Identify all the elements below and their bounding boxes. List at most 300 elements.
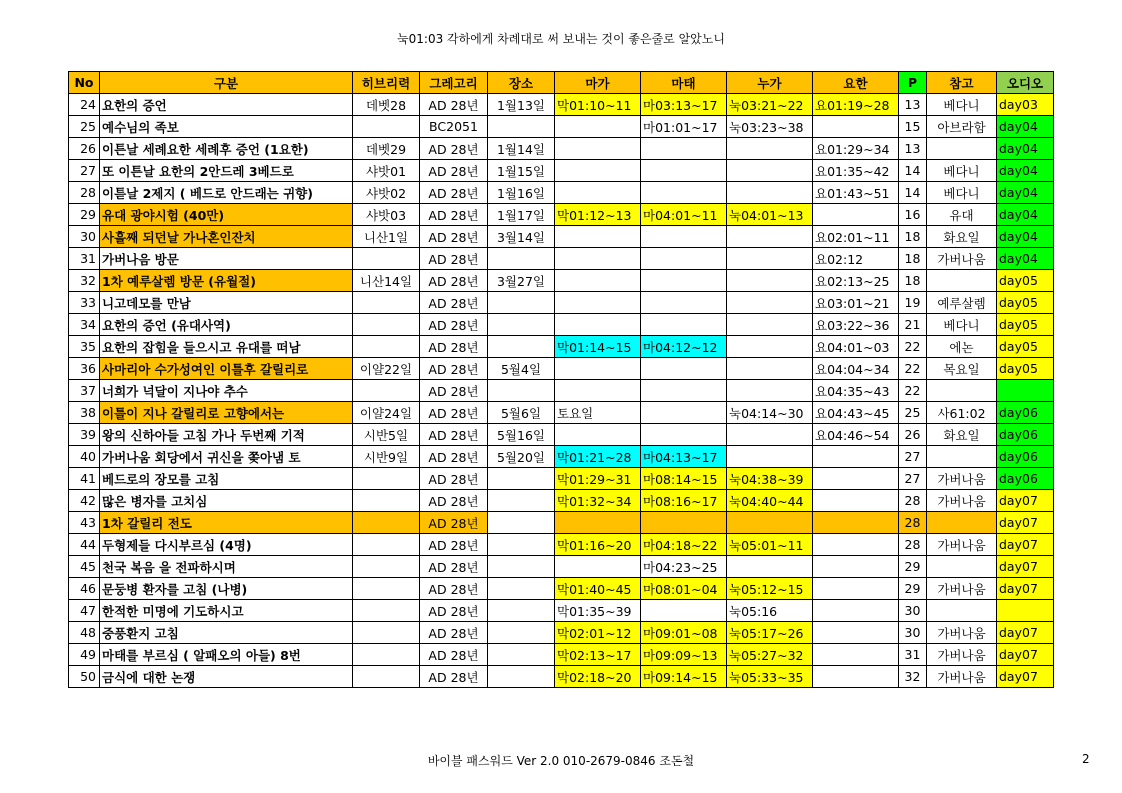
table-row [69, 556, 1054, 578]
cell-page: 28 [899, 490, 927, 512]
cell-no: 46 [69, 578, 100, 600]
cell-audio: day05 [997, 270, 1054, 292]
cell-hebrew [353, 512, 420, 534]
cell-mark: 막02:13~17 [555, 644, 641, 666]
cell-page: 29 [899, 578, 927, 600]
cell-place [488, 314, 555, 336]
cell-no: 26 [69, 138, 100, 160]
cell-gregorian: AD 28년 [420, 600, 488, 622]
cell-matthew: 마04:18~22 [641, 534, 727, 556]
cell-luke [727, 336, 813, 358]
cell-gregorian: AD 28년 [420, 380, 488, 402]
cell-matthew: 마01:01~17 [641, 116, 727, 138]
cell-no: 48 [69, 622, 100, 644]
cell-luke: 눅04:14~30 [727, 402, 813, 424]
cell-no: 41 [69, 468, 100, 490]
cell-luke [727, 160, 813, 182]
cell-mark [555, 314, 641, 336]
cell-matthew: 마03:13~17 [641, 94, 727, 116]
cell-luke: 눅03:21~22 [727, 94, 813, 116]
cell-place [488, 336, 555, 358]
cell-reference: 아브라함 [927, 116, 997, 138]
col-header-no: No [69, 72, 100, 94]
cell-gregorian: AD 28년 [420, 556, 488, 578]
cell-mark [555, 116, 641, 138]
table-row [69, 490, 1054, 512]
table-row [69, 622, 1054, 644]
cell-no: 31 [69, 248, 100, 270]
cell-page: 26 [899, 424, 927, 446]
cell-audio: day04 [997, 248, 1054, 270]
cell-audio: day07 [997, 644, 1054, 666]
col-header-matthew: 마태 [641, 72, 727, 94]
col-header-luke: 누가 [727, 72, 813, 94]
cell-no: 35 [69, 336, 100, 358]
cell-luke: 눅05:16 [727, 600, 813, 622]
cell-place [488, 666, 555, 688]
cell-matthew: 마08:14~15 [641, 468, 727, 490]
cell-no: 43 [69, 512, 100, 534]
cell-title: 요한의 증언 [100, 94, 353, 116]
cell-mark [555, 424, 641, 446]
cell-mark [555, 182, 641, 204]
cell-gregorian: AD 28년 [420, 534, 488, 556]
cell-reference: 목요일 [927, 358, 997, 380]
cell-audio: day07 [997, 490, 1054, 512]
table-row [69, 666, 1054, 688]
cell-john: 요02:13~25 [813, 270, 899, 292]
cell-hebrew: 데벳29 [353, 138, 420, 160]
table-row [69, 578, 1054, 600]
cell-hebrew: 샤밧03 [353, 204, 420, 226]
cell-place: 1월16일 [488, 182, 555, 204]
cell-matthew: 마08:16~17 [641, 490, 727, 512]
cell-place [488, 578, 555, 600]
cell-title: 베드로의 장모를 고침 [100, 468, 353, 490]
cell-reference: 베다니 [927, 94, 997, 116]
table-row [69, 226, 1054, 248]
cell-page: 19 [899, 292, 927, 314]
cell-mark [555, 292, 641, 314]
cell-luke: 눅03:23~38 [727, 116, 813, 138]
cell-reference [927, 600, 997, 622]
cell-hebrew: 니산14일 [353, 270, 420, 292]
table-row [69, 600, 1054, 622]
cell-page: 15 [899, 116, 927, 138]
cell-title: 이튿날 2제지 ( 베드로 안드래는 귀향) [100, 182, 353, 204]
cell-reference: 사61:02 [927, 402, 997, 424]
cell-title: 1차 갈릴리 전도 [100, 512, 353, 534]
cell-matthew [641, 600, 727, 622]
cell-page: 13 [899, 138, 927, 160]
cell-hebrew [353, 314, 420, 336]
cell-matthew [641, 292, 727, 314]
cell-page: 28 [899, 534, 927, 556]
cell-luke [727, 292, 813, 314]
cell-page: 22 [899, 358, 927, 380]
cell-audio: day05 [997, 292, 1054, 314]
cell-gregorian: AD 28년 [420, 138, 488, 160]
cell-gregorian: AD 28년 [420, 314, 488, 336]
cell-luke: 눅05:12~15 [727, 578, 813, 600]
cell-place [488, 292, 555, 314]
table-row [69, 204, 1054, 226]
cell-hebrew: 시반5일 [353, 424, 420, 446]
cell-gregorian: AD 28년 [420, 226, 488, 248]
cell-place: 5월20일 [488, 446, 555, 468]
cell-no: 36 [69, 358, 100, 380]
cell-audio: day07 [997, 556, 1054, 578]
cell-audio: day04 [997, 160, 1054, 182]
cell-place [488, 512, 555, 534]
table-row [69, 358, 1054, 380]
cell-reference: 베다니 [927, 160, 997, 182]
cell-john [813, 578, 899, 600]
cell-page: 27 [899, 468, 927, 490]
cell-luke [727, 380, 813, 402]
cell-reference: 화요일 [927, 226, 997, 248]
cell-mark: 막01:40~45 [555, 578, 641, 600]
cell-mark: 막01:29~31 [555, 468, 641, 490]
cell-luke: 눅05:17~26 [727, 622, 813, 644]
cell-mark: 막02:01~12 [555, 622, 641, 644]
cell-no: 24 [69, 94, 100, 116]
cell-gregorian: AD 28년 [420, 622, 488, 644]
col-header-page: P [899, 72, 927, 94]
cell-gregorian: AD 28년 [420, 446, 488, 468]
cell-place [488, 534, 555, 556]
cell-gregorian: AD 28년 [420, 204, 488, 226]
col-header-gregorian: 그레고리 [420, 72, 488, 94]
cell-place [488, 468, 555, 490]
cell-no: 37 [69, 380, 100, 402]
cell-place [488, 248, 555, 270]
cell-reference: 가버나움 [927, 644, 997, 666]
cell-place: 3월27일 [488, 270, 555, 292]
cell-john [813, 468, 899, 490]
cell-place [488, 556, 555, 578]
cell-audio [997, 600, 1054, 622]
cell-audio: day04 [997, 138, 1054, 160]
cell-luke [727, 358, 813, 380]
cell-place: 1월17일 [488, 204, 555, 226]
cell-mark: 토요일 [555, 402, 641, 424]
cell-no: 27 [69, 160, 100, 182]
cell-hebrew [353, 116, 420, 138]
cell-reference: 가버나움 [927, 578, 997, 600]
table-row [69, 512, 1054, 534]
cell-hebrew [353, 600, 420, 622]
cell-no: 28 [69, 182, 100, 204]
cell-gregorian: AD 28년 [420, 248, 488, 270]
cell-reference: 화요일 [927, 424, 997, 446]
cell-no: 44 [69, 534, 100, 556]
page-footer: 바이블 패스워드 Ver 2.0 010-2679-0846 조돈철 [427, 754, 695, 768]
cell-luke [727, 512, 813, 534]
cell-page: 21 [899, 314, 927, 336]
cell-hebrew: 이얄22일 [353, 358, 420, 380]
cell-reference: 가버나움 [927, 666, 997, 688]
cell-no: 34 [69, 314, 100, 336]
cell-place [488, 644, 555, 666]
cell-john: 요01:43~51 [813, 182, 899, 204]
cell-luke: 눅05:33~35 [727, 666, 813, 688]
cell-hebrew [353, 490, 420, 512]
cell-no: 30 [69, 226, 100, 248]
cell-mark: 막01:16~20 [555, 534, 641, 556]
cell-reference: 가버나움 [927, 534, 997, 556]
cell-luke [727, 424, 813, 446]
cell-hebrew [353, 578, 420, 600]
cell-page: 25 [899, 402, 927, 424]
col-header-john: 요한 [813, 72, 899, 94]
cell-no: 33 [69, 292, 100, 314]
cell-mark [555, 226, 641, 248]
cell-reference: 에논 [927, 336, 997, 358]
cell-hebrew [353, 248, 420, 270]
cell-gregorian: AD 28년 [420, 468, 488, 490]
page-header: 눅01:03 각하에게 차례대로 써 보내는 것이 좋은줄로 알았노니 [397, 32, 725, 46]
cell-mark: 막02:18~20 [555, 666, 641, 688]
cell-title: 너희가 넉달이 지나야 추수 [100, 380, 353, 402]
cell-john [813, 204, 899, 226]
cell-hebrew [353, 534, 420, 556]
cell-audio: day06 [997, 468, 1054, 490]
cell-reference [927, 380, 997, 402]
cell-page: 14 [899, 160, 927, 182]
cell-gregorian: BC2051 [420, 116, 488, 138]
cell-audio: day06 [997, 424, 1054, 446]
cell-page: 28 [899, 512, 927, 534]
cell-no: 47 [69, 600, 100, 622]
cell-place: 1월15일 [488, 160, 555, 182]
cell-gregorian: AD 28년 [420, 292, 488, 314]
cell-mark [555, 358, 641, 380]
cell-mark [555, 248, 641, 270]
cell-audio: day07 [997, 534, 1054, 556]
cell-audio: day07 [997, 666, 1054, 688]
cell-reference: 가버나움 [927, 468, 997, 490]
cell-audio: day04 [997, 116, 1054, 138]
col-header-audio: 오디오 [997, 72, 1054, 94]
cell-hebrew [353, 292, 420, 314]
cell-john: 요02:01~11 [813, 226, 899, 248]
cell-matthew: 마04:01~11 [641, 204, 727, 226]
col-header-mark: 마가 [555, 72, 641, 94]
cell-place [488, 116, 555, 138]
table-row [69, 468, 1054, 490]
cell-no: 45 [69, 556, 100, 578]
cell-audio: day04 [997, 226, 1054, 248]
table-row [69, 424, 1054, 446]
cell-mark: 막01:32~34 [555, 490, 641, 512]
cell-luke [727, 270, 813, 292]
cell-place: 1월14일 [488, 138, 555, 160]
cell-matthew [641, 182, 727, 204]
cell-matthew [641, 226, 727, 248]
cell-reference: 베다니 [927, 314, 997, 336]
cell-john: 요02:12 [813, 248, 899, 270]
cell-luke [727, 314, 813, 336]
cell-gregorian: AD 28년 [420, 160, 488, 182]
cell-matthew [641, 248, 727, 270]
cell-reference: 가버나움 [927, 622, 997, 644]
cell-title: 유대 광야시험 (40만) [100, 204, 353, 226]
cell-john: 요04:35~43 [813, 380, 899, 402]
cell-reference: 유대 [927, 204, 997, 226]
cell-title: 한적한 미명에 기도하시고 [100, 600, 353, 622]
cell-page: 16 [899, 204, 927, 226]
cell-audio: day07 [997, 622, 1054, 644]
cell-title: 예수님의 족보 [100, 116, 353, 138]
cell-place: 3월14일 [488, 226, 555, 248]
table-row [69, 292, 1054, 314]
cell-gregorian: AD 28년 [420, 578, 488, 600]
cell-matthew: 마04:23~25 [641, 556, 727, 578]
cell-hebrew: 데벳28 [353, 94, 420, 116]
table-row [69, 336, 1054, 358]
cell-matthew: 마04:13~17 [641, 446, 727, 468]
cell-mark [555, 512, 641, 534]
cell-matthew: 마04:12~12 [641, 336, 727, 358]
cell-audio: day05 [997, 336, 1054, 358]
cell-title: 사마리아 수가성여인 이틀후 갈릴리로 [100, 358, 353, 380]
cell-matthew: 마09:14~15 [641, 666, 727, 688]
cell-reference [927, 446, 997, 468]
table-row [69, 446, 1054, 468]
cell-gregorian: AD 28년 [420, 490, 488, 512]
cell-luke [727, 226, 813, 248]
cell-place: 5월4일 [488, 358, 555, 380]
cell-john: 요03:01~21 [813, 292, 899, 314]
cell-audio: day03 [997, 94, 1054, 116]
cell-mark [555, 380, 641, 402]
cell-john [813, 116, 899, 138]
cell-page: 22 [899, 336, 927, 358]
cell-gregorian: AD 28년 [420, 182, 488, 204]
table-row [69, 248, 1054, 270]
cell-place [488, 490, 555, 512]
cell-mark: 막01:21~28 [555, 446, 641, 468]
cell-john: 요04:46~54 [813, 424, 899, 446]
cell-matthew: 마09:01~08 [641, 622, 727, 644]
cell-no: 25 [69, 116, 100, 138]
cell-luke [727, 248, 813, 270]
cell-hebrew: 시반9일 [353, 446, 420, 468]
cell-title: 이튼날 세례요한 세례후 증언 (1요한) [100, 138, 353, 160]
cell-mark: 막01:35~39 [555, 600, 641, 622]
schedule-table [68, 71, 1054, 688]
cell-matthew [641, 314, 727, 336]
cell-hebrew [353, 622, 420, 644]
cell-page: 31 [899, 644, 927, 666]
table-row [69, 380, 1054, 402]
cell-page: 14 [899, 182, 927, 204]
cell-matthew [641, 138, 727, 160]
cell-audio: day04 [997, 204, 1054, 226]
table-row [69, 644, 1054, 666]
col-header-hebrew: 히브리력 [353, 72, 420, 94]
cell-title: 천국 복음 을 전파하시며 [100, 556, 353, 578]
cell-reference: 가버나움 [927, 490, 997, 512]
cell-hebrew [353, 380, 420, 402]
cell-title: 니고데모를 만남 [100, 292, 353, 314]
cell-title: 또 이튼날 요한의 2안드레 3베드로 [100, 160, 353, 182]
cell-reference [927, 270, 997, 292]
page-number: 2 [1082, 752, 1090, 766]
cell-audio [997, 380, 1054, 402]
cell-title: 가버나움 회당에서 귀신을 쫒아냄 토 [100, 446, 353, 468]
cell-mark [555, 556, 641, 578]
cell-luke [727, 556, 813, 578]
cell-place: 5월6일 [488, 402, 555, 424]
table-row [69, 138, 1054, 160]
cell-gregorian: AD 28년 [420, 512, 488, 534]
cell-title: 이틀이 지나 갈릴리로 고향에서는 [100, 402, 353, 424]
table-row [69, 534, 1054, 556]
cell-hebrew: 샤밧02 [353, 182, 420, 204]
cell-john [813, 512, 899, 534]
table-row [69, 402, 1054, 424]
table-header-row [69, 72, 1054, 94]
cell-john [813, 556, 899, 578]
cell-luke: 눅05:27~32 [727, 644, 813, 666]
cell-luke [727, 446, 813, 468]
cell-audio: day04 [997, 182, 1054, 204]
col-header-category: 구분 [100, 72, 353, 94]
cell-no: 50 [69, 666, 100, 688]
cell-gregorian: AD 28년 [420, 644, 488, 666]
cell-john [813, 600, 899, 622]
cell-reference: 가버나움 [927, 248, 997, 270]
cell-place: 5월16일 [488, 424, 555, 446]
cell-mark [555, 160, 641, 182]
cell-no: 38 [69, 402, 100, 424]
cell-matthew: 마08:01~04 [641, 578, 727, 600]
cell-page: 18 [899, 248, 927, 270]
cell-gregorian: AD 28년 [420, 270, 488, 292]
cell-john [813, 666, 899, 688]
cell-john: 요01:29~34 [813, 138, 899, 160]
cell-title: 중풍환지 고침 [100, 622, 353, 644]
cell-page: 18 [899, 270, 927, 292]
table-row [69, 182, 1054, 204]
table-row [69, 116, 1054, 138]
cell-hebrew: 샤밧01 [353, 160, 420, 182]
cell-title: 문둥병 환자를 고침 (나병) [100, 578, 353, 600]
cell-reference [927, 138, 997, 160]
cell-john: 요04:01~03 [813, 336, 899, 358]
cell-hebrew [353, 666, 420, 688]
cell-no: 39 [69, 424, 100, 446]
cell-no: 49 [69, 644, 100, 666]
cell-page: 27 [899, 446, 927, 468]
table-row [69, 160, 1054, 182]
cell-matthew [641, 512, 727, 534]
cell-matthew: 마09:09~13 [641, 644, 727, 666]
cell-gregorian: AD 28년 [420, 336, 488, 358]
cell-no: 29 [69, 204, 100, 226]
cell-john [813, 446, 899, 468]
cell-john: 요01:19~28 [813, 94, 899, 116]
table-row [69, 270, 1054, 292]
cell-audio: day07 [997, 512, 1054, 534]
cell-audio: day06 [997, 402, 1054, 424]
cell-mark [555, 270, 641, 292]
cell-audio: day07 [997, 578, 1054, 600]
cell-page: 13 [899, 94, 927, 116]
cell-gregorian: AD 28년 [420, 666, 488, 688]
